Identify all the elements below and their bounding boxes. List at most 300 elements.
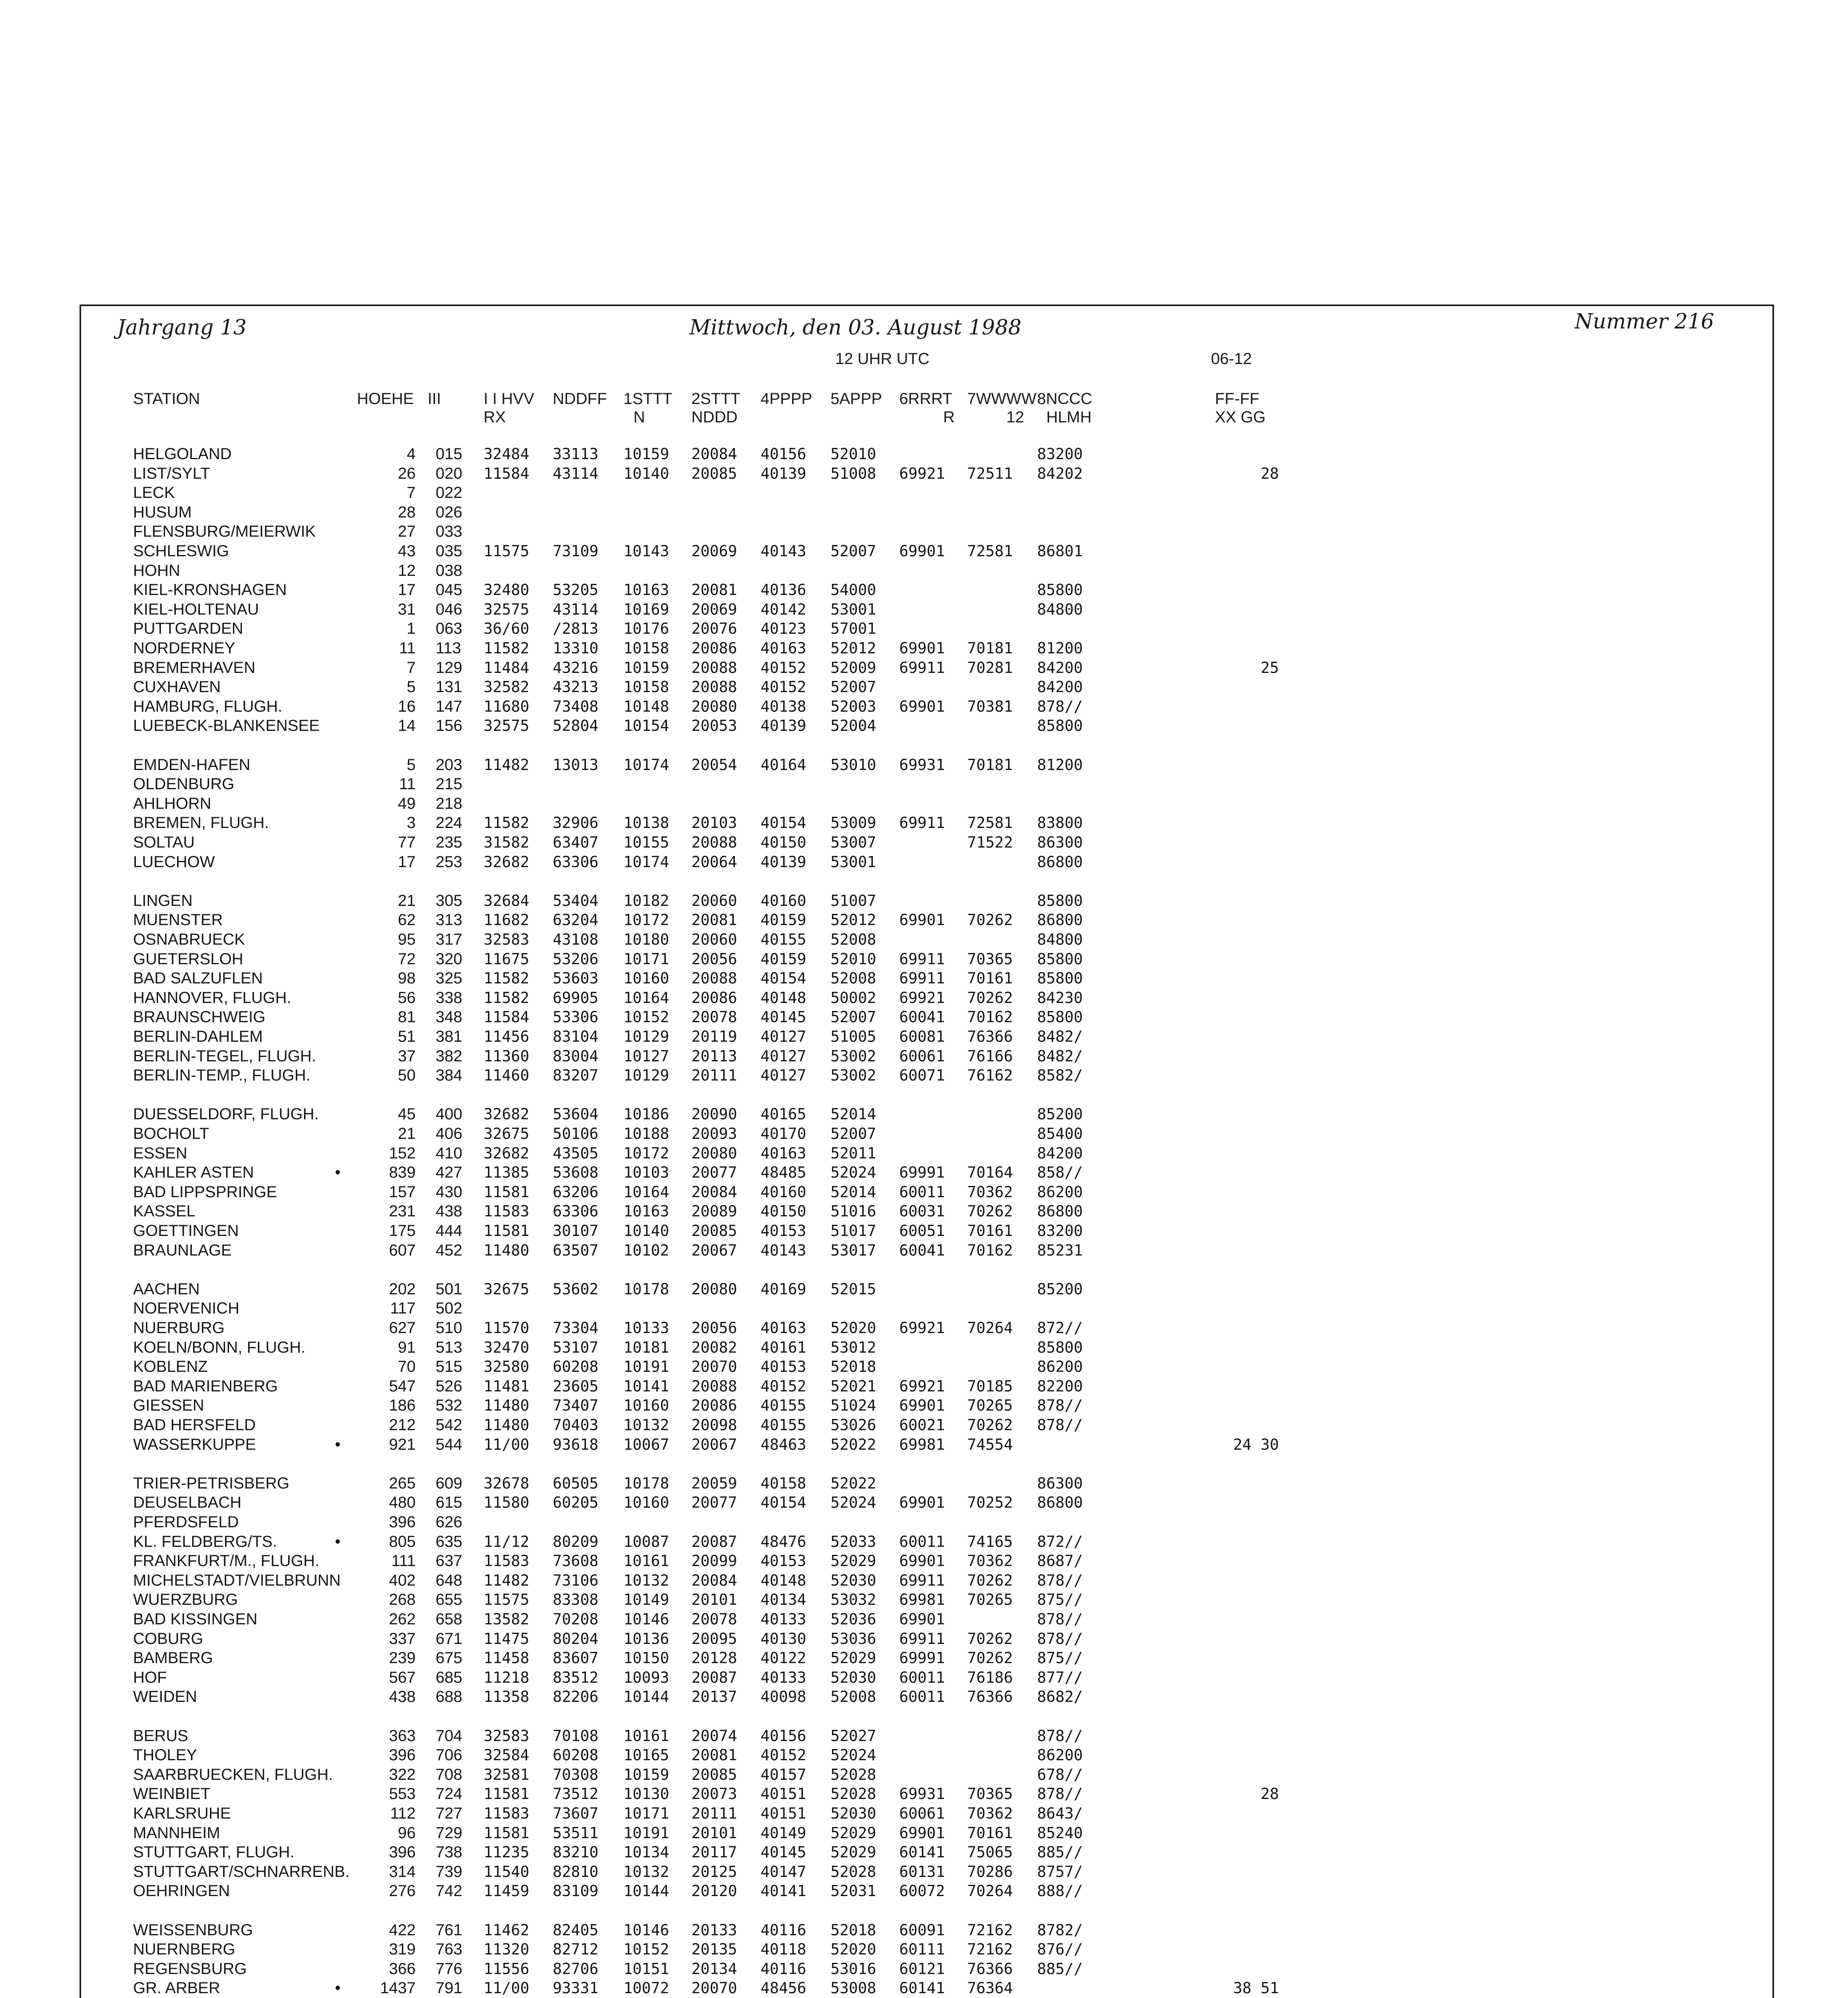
group-9: 84230	[1037, 989, 1083, 1007]
group-3: 10150	[623, 1649, 669, 1667]
group-6: 51008	[830, 464, 876, 482]
group-8: 76366	[967, 1960, 1013, 1978]
group-7: 60091	[899, 1921, 945, 1939]
group-1: 13582	[484, 1610, 530, 1628]
station-name: BAMBERG	[133, 1649, 213, 1667]
group-9: 83200	[1037, 445, 1083, 463]
group-3: 10191	[623, 1824, 669, 1842]
group-4: 20101	[691, 1824, 737, 1842]
group-4: 20086	[691, 1397, 737, 1415]
group-8: 72162	[967, 1921, 1013, 1939]
group-9: 85200	[1037, 1105, 1083, 1123]
group-4: 20135	[691, 1940, 737, 1958]
group-7: 60011	[899, 1668, 945, 1686]
group-3: 10103	[623, 1164, 669, 1182]
station-height: 480	[389, 1494, 416, 1512]
group-9: 888//	[1037, 1882, 1083, 1900]
group-3: 10072	[623, 1979, 669, 1997]
group-6: 51007	[830, 892, 876, 909]
group-3: 10127	[623, 1047, 669, 1065]
group-1: 11581	[484, 1824, 530, 1842]
station-height: 14	[398, 717, 416, 735]
station-name: MICHELSTADT/VIELBRUNN	[133, 1571, 341, 1589]
group-6: 52028	[830, 1863, 876, 1881]
group-1: 11481	[484, 1377, 530, 1395]
table-row	[0, 561, 1848, 580]
gust-values: 25	[1261, 659, 1279, 677]
table-row	[0, 1474, 1848, 1493]
group-4: 20084	[691, 1183, 737, 1201]
table-row	[0, 1687, 1848, 1706]
station-height: 396	[389, 1513, 416, 1531]
group-8: 70161	[967, 1222, 1013, 1240]
table-row	[0, 1435, 1848, 1454]
table-row	[0, 1843, 1848, 1862]
group-1: 11582	[484, 639, 530, 657]
group-5: 40155	[761, 931, 807, 948]
group-1: 11/12	[484, 1532, 530, 1550]
group-5: 40153	[761, 1222, 807, 1240]
group-9: 86300	[1037, 834, 1083, 851]
station-name: GOETTINGEN	[133, 1222, 239, 1240]
group-4: 20076	[691, 620, 737, 638]
group-3: 10152	[623, 1008, 669, 1026]
group-7: 69991	[899, 1164, 945, 1182]
table-row	[0, 1377, 1848, 1396]
station-height: 627	[389, 1319, 416, 1337]
group-2: 69905	[553, 989, 599, 1007]
table-row	[0, 1182, 1848, 1202]
group-1: 11540	[484, 1863, 530, 1881]
station-name: HOF	[133, 1668, 167, 1686]
group-1: 11480	[484, 1416, 530, 1434]
table-row	[0, 833, 1848, 852]
table-row	[0, 522, 1848, 541]
group-9: 872//	[1037, 1319, 1083, 1337]
group-5: 40154	[761, 1494, 807, 1512]
group-2: 83210	[553, 1843, 599, 1861]
group-2: 82706	[553, 1960, 599, 1978]
group-3: 10176	[623, 620, 669, 638]
group-8: 76166	[967, 1047, 1013, 1065]
station-name: BRAUNLAGE	[133, 1241, 232, 1259]
group-2: 53107	[553, 1338, 599, 1356]
time-label: 12 UHR UTC	[835, 350, 930, 368]
table-row	[0, 1629, 1848, 1648]
group-9: 85800	[1037, 1008, 1083, 1026]
group-1: 11584	[484, 1008, 530, 1026]
group-5: 40160	[761, 892, 807, 909]
group-1: 32580	[484, 1358, 530, 1376]
group-4: 20056	[691, 1319, 737, 1337]
group-5: 40152	[761, 1746, 807, 1764]
group-6: 52008	[830, 931, 876, 948]
station-height: 363	[389, 1727, 416, 1745]
group-7: 60011	[899, 1688, 945, 1706]
group-3: 10188	[623, 1125, 669, 1142]
group-4: 20111	[691, 1805, 737, 1822]
group-8: 70286	[967, 1863, 1013, 1881]
station-height: 37	[398, 1047, 416, 1065]
group-5: 40133	[761, 1668, 807, 1686]
group-8: 72581	[967, 814, 1013, 832]
station-name: DEUSELBACH	[133, 1494, 242, 1512]
station-height: 1	[406, 620, 416, 638]
group-8: 76366	[967, 1028, 1013, 1045]
group-4: 20084	[691, 1571, 737, 1589]
group-7: 69991	[899, 1649, 945, 1667]
group-3: 10132	[623, 1416, 669, 1434]
station-name: BERLIN-TEGEL, FLUGH.	[133, 1047, 316, 1065]
station-height: 157	[389, 1183, 416, 1201]
group-5: 40122	[761, 1649, 807, 1667]
group-6: 52030	[830, 1805, 876, 1822]
station-height: 28	[398, 503, 416, 521]
group-8: 70362	[967, 1183, 1013, 1201]
group-4: 20077	[691, 1494, 737, 1512]
group-6: 52029	[830, 1649, 876, 1667]
group-6: 52028	[830, 1785, 876, 1803]
group-4: 20125	[691, 1863, 737, 1881]
station-index: 406	[436, 1125, 462, 1142]
group-1: 36/60	[484, 620, 530, 638]
station-index: 410	[436, 1144, 462, 1162]
group-1: 32584	[484, 1746, 530, 1764]
table-row	[0, 1357, 1848, 1376]
group-6: 52027	[830, 1727, 876, 1745]
group-6: 52031	[830, 1882, 876, 1900]
group-3: 10174	[623, 853, 669, 871]
group-5: 40151	[761, 1805, 807, 1822]
table-row	[0, 910, 1848, 929]
group-4: 20078	[691, 1008, 737, 1026]
group-3: 10159	[623, 659, 669, 677]
group-8: 70161	[967, 1824, 1013, 1842]
group-3: 10172	[623, 1144, 669, 1162]
station-height: 547	[389, 1377, 416, 1395]
station-height: 27	[398, 523, 416, 541]
group-9: 858//	[1037, 1164, 1083, 1182]
mountain-station-marker: •	[335, 1979, 341, 1997]
group-4: 20087	[691, 1668, 737, 1686]
group-6: 52007	[830, 678, 876, 696]
group-2: 13310	[553, 639, 599, 657]
group-8: 70161	[967, 969, 1013, 987]
group-5: 48463	[761, 1435, 807, 1453]
table-row	[0, 658, 1848, 677]
station-index: 427	[436, 1164, 462, 1182]
group-1: 11475	[484, 1630, 530, 1648]
station-name: BERUS	[133, 1727, 188, 1745]
group-2: 73106	[553, 1571, 599, 1589]
station-name: ESSEN	[133, 1144, 187, 1162]
group-9: 84200	[1037, 1144, 1083, 1162]
group-5: 40155	[761, 1416, 807, 1434]
group-2: 13013	[553, 756, 599, 774]
group-3: 10151	[623, 1960, 669, 1978]
group-4: 20067	[691, 1241, 737, 1259]
group-3: 10174	[623, 756, 669, 774]
col-iii: III	[428, 390, 441, 408]
group-5: 40158	[761, 1474, 807, 1492]
group-7: 69901	[899, 1494, 945, 1512]
group-2: 63204	[553, 911, 599, 929]
group-8: 70262	[967, 1649, 1013, 1667]
station-index: 658	[436, 1610, 462, 1628]
group-8: 70164	[967, 1164, 1013, 1182]
volume-label: Jahrgang 13	[117, 316, 247, 340]
group-6: 52010	[830, 445, 876, 463]
station-index: 203	[436, 756, 462, 774]
group-3: 10141	[623, 1377, 669, 1395]
col-g3-sub: N	[633, 408, 645, 426]
group-1: 11584	[484, 464, 530, 482]
group-9: 86200	[1037, 1358, 1083, 1376]
group-2: 63407	[553, 834, 599, 851]
station-height: 95	[398, 931, 416, 948]
table-row	[0, 503, 1848, 522]
table-row	[0, 1493, 1848, 1512]
group-4: 20088	[691, 678, 737, 696]
station-name: KAHLER ASTEN	[133, 1164, 254, 1182]
group-2: 73407	[553, 1397, 599, 1415]
station-name: KARLSRUHE	[133, 1805, 231, 1822]
group-9: 678//	[1037, 1765, 1083, 1783]
group-3: 10171	[623, 950, 669, 968]
group-6: 53001	[830, 853, 876, 871]
group-1: 11581	[484, 1183, 530, 1201]
group-2: 80209	[553, 1532, 599, 1550]
table-row	[0, 1648, 1848, 1668]
station-name: KOELN/BONN, FLUGH.	[133, 1338, 306, 1356]
station-index: 738	[436, 1843, 462, 1861]
group-5: 40156	[761, 1727, 807, 1745]
station-name: BAD SALZUFLEN	[133, 969, 263, 987]
station-name: HELGOLAND	[133, 445, 232, 463]
station-height: 112	[390, 1805, 416, 1822]
group-5: 40130	[761, 1630, 807, 1648]
group-5: 40152	[761, 678, 807, 696]
station-name: NUERBURG	[133, 1319, 225, 1337]
group-8: 70181	[967, 756, 1013, 774]
col-g1-sub: RX	[484, 408, 506, 426]
table-row	[0, 949, 1848, 969]
group-5: 40116	[761, 1960, 807, 1978]
group-1: 32575	[484, 600, 530, 618]
group-3: 10178	[623, 1280, 669, 1298]
table-row	[0, 988, 1848, 1007]
station-index: 348	[436, 1008, 462, 1026]
group-4: 20098	[691, 1416, 737, 1434]
station-height: 5	[406, 678, 416, 696]
station-name: STUTTGART/SCHNARRENB.	[133, 1863, 350, 1881]
station-height: 51	[398, 1028, 416, 1045]
group-4: 20060	[691, 892, 737, 909]
group-1: 32678	[484, 1474, 530, 1492]
group-1: 11583	[484, 1202, 530, 1220]
group-4: 20082	[691, 1338, 737, 1356]
group-9: 86800	[1037, 853, 1083, 871]
group-4: 20088	[691, 834, 737, 851]
group-1: 11575	[484, 1591, 530, 1609]
group-3: 10154	[623, 717, 669, 735]
table-row	[0, 1959, 1848, 1978]
station-name: BREMEN, FLUGH.	[133, 814, 269, 832]
group-1: 11582	[484, 969, 530, 987]
station-name: WUERZBURG	[133, 1591, 238, 1609]
group-7: 69931	[899, 756, 945, 774]
group-2: 52804	[553, 717, 599, 735]
group-4: 20064	[691, 853, 737, 871]
station-name: GR. ARBER	[133, 1979, 220, 1997]
group-5: 40127	[761, 1047, 807, 1065]
station-name: AACHEN	[133, 1280, 200, 1298]
group-5: 40139	[761, 464, 807, 482]
station-index: 218	[436, 794, 462, 812]
col-g7: 6RRRT	[899, 390, 952, 408]
group-9: 85800	[1037, 969, 1083, 987]
station-height: 11	[399, 639, 416, 657]
group-6: 52033	[830, 1532, 876, 1550]
group-7: 60111	[899, 1940, 945, 1958]
station-height: 98	[398, 969, 416, 987]
group-7: 60021	[899, 1416, 945, 1434]
group-2: 63206	[553, 1183, 599, 1201]
group-5: 40145	[761, 1843, 807, 1861]
group-7: 69931	[899, 1785, 945, 1803]
group-1: 11583	[484, 1805, 530, 1822]
station-index: 156	[436, 717, 462, 735]
station-index: 320	[436, 950, 462, 968]
station-height: 567	[389, 1668, 416, 1686]
table-row	[0, 1066, 1848, 1085]
group-7: 69901	[899, 1397, 945, 1415]
group-2: 53511	[553, 1824, 599, 1842]
group-8: 70365	[967, 950, 1013, 968]
table-row	[0, 716, 1848, 735]
group-4: 20095	[691, 1630, 737, 1648]
group-2: 63306	[553, 853, 599, 871]
station-index: 020	[436, 464, 462, 482]
group-4: 20134	[691, 1960, 737, 1978]
group-3: 10186	[623, 1105, 669, 1123]
group-5: 40139	[761, 853, 807, 871]
station-height: 4	[406, 445, 416, 463]
group-4: 20056	[691, 950, 737, 968]
station-height: 21	[398, 1125, 416, 1142]
group-5: 40123	[761, 620, 807, 638]
group-2: 43114	[553, 464, 599, 482]
station-index: 648	[436, 1571, 462, 1589]
station-index: 131	[436, 678, 462, 696]
table-row	[0, 464, 1848, 483]
window-label: 06-12	[1211, 350, 1252, 368]
station-index: 704	[436, 1727, 462, 1745]
group-3: 10164	[623, 989, 669, 1007]
station-height: 21	[398, 892, 416, 909]
station-name: OLDENBURG	[133, 775, 235, 793]
group-5: 40118	[761, 1940, 807, 1958]
group-4: 20084	[691, 445, 737, 463]
group-3: 10149	[623, 1591, 669, 1609]
group-6: 52008	[830, 969, 876, 987]
group-9: 84202	[1037, 464, 1083, 482]
table-row	[0, 444, 1848, 464]
group-2: 83004	[553, 1047, 599, 1065]
station-index: 325	[436, 969, 462, 987]
group-5: 40150	[761, 834, 807, 851]
group-4: 20081	[691, 581, 737, 599]
col-ff-sub: XX GG	[1215, 408, 1266, 426]
group-4: 20059	[691, 1474, 737, 1492]
group-7: 69981	[899, 1591, 945, 1609]
station-index: 635	[436, 1532, 462, 1550]
group-3: 10158	[623, 639, 669, 657]
group-3: 10087	[623, 1532, 669, 1550]
group-8: 70162	[967, 1008, 1013, 1026]
table-row	[0, 755, 1848, 774]
station-index: 438	[436, 1202, 462, 1220]
group-2: 53608	[553, 1164, 599, 1182]
group-6: 52021	[830, 1377, 876, 1395]
group-2: 70308	[553, 1765, 599, 1783]
station-name: OEHRINGEN	[133, 1882, 230, 1900]
group-9: 8782/	[1037, 1921, 1083, 1939]
table-row	[0, 852, 1848, 872]
station-index: 724	[436, 1785, 462, 1803]
group-2: 73607	[553, 1805, 599, 1822]
group-7: 60121	[899, 1960, 945, 1978]
group-9: 878//	[1037, 1630, 1083, 1648]
station-name: LIST/SYLT	[133, 464, 210, 482]
group-9: 85231	[1037, 1241, 1083, 1259]
group-5: 40155	[761, 1397, 807, 1415]
station-height: 91	[398, 1338, 416, 1356]
group-9: 878//	[1037, 1785, 1083, 1803]
gust-values: 28	[1261, 1785, 1279, 1803]
station-height: 70	[398, 1358, 416, 1376]
group-5: 40145	[761, 1008, 807, 1026]
group-4: 20111	[691, 1067, 737, 1085]
group-7: 60061	[899, 1047, 945, 1065]
table-row	[0, 1299, 1848, 1318]
group-1: 32675	[484, 1280, 530, 1298]
table-row	[0, 483, 1848, 502]
group-9: 8482/	[1037, 1047, 1083, 1065]
group-9: 85800	[1037, 1338, 1083, 1356]
station-height: 396	[389, 1746, 416, 1764]
group-6: 53009	[830, 814, 876, 832]
group-7: 60071	[899, 1067, 945, 1085]
station-name: MUENSTER	[133, 911, 223, 929]
group-9: 876//	[1037, 1940, 1083, 1958]
group-4: 20088	[691, 969, 737, 987]
station-height: 117	[390, 1299, 416, 1317]
station-index: 532	[436, 1397, 462, 1415]
group-9: 85800	[1037, 950, 1083, 968]
group-3: 10146	[623, 1921, 669, 1939]
station-height: 17	[398, 581, 416, 599]
station-height: 43	[398, 542, 416, 560]
group-2: 70403	[553, 1416, 599, 1434]
group-6: 53036	[830, 1630, 876, 1648]
table-row	[0, 580, 1848, 599]
station-name: BAD MARIENBERG	[133, 1377, 278, 1395]
group-2: 82405	[553, 1921, 599, 1939]
group-5: 40154	[761, 814, 807, 832]
station-name: KL. FELDBERG/TS.	[133, 1532, 277, 1550]
group-4: 20086	[691, 639, 737, 657]
